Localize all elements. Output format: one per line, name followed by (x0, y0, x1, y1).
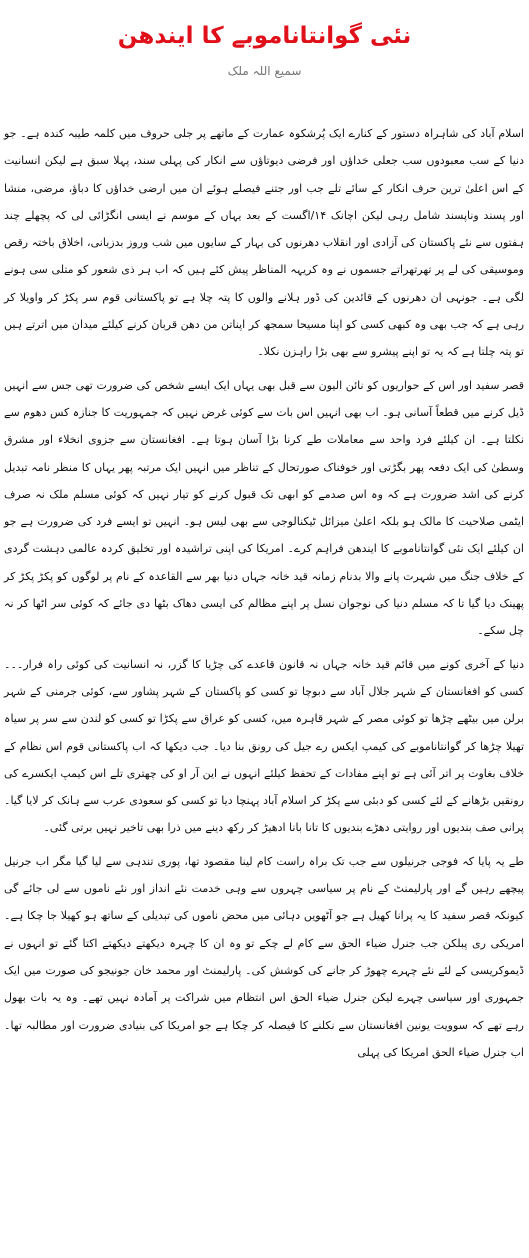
article-paragraph: قصر سفید اور اس کے حواریوں کو نائن الیون سے قبل بھی یہاں ایک ایسے شخص کی ضرورت تھی جس سے انہیں ڈیل کرنے میں قطعاً آسانی ہو۔ اب بھی انہیں اس بات سے کوئی غرض نہیں کہ جمہوریت کا جنازہ کس دھوم سے نکلتا ہے۔ ان کیلئے فرد واحد سے معاملات طے کرنا بڑا آسان ہوتا ہے۔ افغانستان سے جزوی انخلاء اور مشرق وسطیٰ کی ایک دفعہ پھر بگڑتی اور خوفناک صورتحال کے تناظر میں انہیں ایک مرتبہ پھر یہاں کا منظر نامہ تبدیل کرنے کی اشد ضرورت ہے کہ وہ اس صدمے کو ابھی تک قبول کرنے کو تیار نہیں کہ کوئی مسلم ملک نہ صرف ایٹمی صلاحیت کا مالک ہو بلکہ اعلیٰ میزائل ٹیکنالوجی سے بھی لیس ہو۔ انہیں تو ایسے فرد کی ضرورت ہے جو ان کیلئے ایک نئی گوانتاناموبے کا ایندھن فراہم کرے۔ امریکا کی اپنی تراشیدہ اور تخلیق کردہ عالمی دہشت گردی کے خلاف جنگ میں شہرت پانے والا بدنام زمانہ قید خانہ جہاں دنیا بھر سے القاعدہ کے نام پر لوگوں کو پکڑ پکڑ کر پھینک دیا گیا تا کہ مسلم دنیا کی نوجوان نسل پر اپنے مظالم کی ایسی دھاک بٹھا دی جائے کہ کوئی سر اٹھا کر نہ چل سکے۔ (4, 378, 524, 638)
author-name: سمیع اللہ ملک (227, 64, 302, 78)
article-title: نئی گوانتاناموبے کا ایندھن (117, 23, 412, 49)
article-body (4, 120, 524, 1072)
article-paragraph: دنیا کے آخری کونے میں قائم قید خانہ جہاں نہ قانون قاعدے کی چڑیا کا گزر، نہ انسانیت کی کوئی راہ فرار۔۔۔ کسی کو افغانستان کے شہر جلال آباد سے دبوچا تو کسی کو پاکستان کے شہر پشاور سے، کوئی جرمنی کے شہر برلن میں بیٹھے چڑھا تو کوئی مصر کے شہر قاہرہ میں، کسی کو عراق سے پکڑا تو کسی کو لندن سے سر پر سیاہ تھیلا چڑھا کر گوانتاناموبے کی کیمپ ایکس رے جیل کی رونق بنا دیا۔ جب دیکھا کہ اب پاکستانی قوم اس نظام کے خلاف بغاوت پر اتر آئی ہے تو اپنے مفادات کے تحفظ کیلئے انہوں نے این آر او کی چھتری تلے اس کیمپ ایکسرے کی رونقیں بڑھانے کے لئے کسی کو دبئی سے پکڑ کر اسلام آباد پہنچا دیا تو کسی کو سعودی عرب سے ہانک کر لایا گیا۔ پرانی صف بندیوں اور روایتی دھڑے بندیوں کا تانا بانا ادھیڑ کر رکھ دینے میں ذرا بھی تاخیر نہیں برتی گئی۔ (4, 657, 524, 835)
article-paragraph: طے یہ پایا کہ فوجی جرنیلوں سے جب تک براہ راست کام لینا مقصود تھا، پوری تندہی سے لیا گیا مگر اب جرنیل پیچھے رہیں گے اور پارلیمنٹ کے نام پر سیاسی چہروں سے وہی خدمت نئے انداز اور نئے ناموں سے لی جائے گی کیونکہ قصر سفید کا یہ پرانا کھیل ہے جو آٹھویں دہائی میں محض ناموں کی تبدیلی کے ساتھ ہو کھیلا جا چکا ہے۔ امریکی ری پبلکن جب جنرل ضیاء الحق سے کام لے چکے تو وہ ان کا چہرہ دیکھتے دیکھتے اکتا گئے تو انہوں نے ڈیموکریسی کے لئے نئے چہرے چھوڑ کر جانے کی کوشش کی۔ پارلیمنٹ اور محمد خان جونیجو کی صورت میں ایک جمہوری اور سیاسی چہرے لیکن جنرل ضیاء الحق اس انتظام میں شراکت پر آمادہ نہیں تھے۔ وہ یہ بات بھول رہے تھے کہ سوویت یونین افغانستان سے نکلنے کا فیصلہ کر چکا ہے جو امریکا کی بنیادی ضرورت اور مطالبہ تھا۔ اب جنرل ضیاء الحق امریکا کی پہلی (4, 854, 524, 1059)
article-paragraph: اسلام آباد کی شاہراہ دستور کے کنارے ایک پُرشکوہ عمارت کے ماتھے پر جلی حروف میں کلمہ طیبہ کندہ ہے۔ جو دنیا کے سب معبودوں سب جعلی خداؤں اور فرضی دیوتاؤں سے انکار کی پہلی سند، پہلا سبق ہے لیکن انسانیت کے اس اعلیٰ ترین حرف انکار کے سائے تلے جب اور جتنے فیصلے ہوئے ان میں ارضی خداؤں کا دباؤ، مرضی، منشا اور پسند وناپسند شامل رہی لیکن اچانک ۱۴/اگست کے بعد یہاں کے موسم نے ایسی انگڑائی لی کہ پچھلے چند ہفتوں سے نئے پاکستان کی آزادی اور انقلاب دھرنوں کی بہار کے سایوں میں شب وروز بدزبانی، اخلاق باختہ رقص وموسیقی کی لے پر تھرتھراتے جسموں نے وہ کریہہ المناظر پیش کئے ہیں کہ اب ہر ذی شعور کو متلی سی ہونے لگی ہے۔ جونہی ان دھرنوں کے قائدین کی ڈور ہلانے والوں کا پتہ چلا ہے تو پاکستانی قوم سر پکڑ کر واویلا کر رہی ہے کہ جب بھی وہ کبھی کسی کو اپنا مسیحا سمجھ کر اپناتن من دھن قربان کرنے کیلئے میدان میں اترتے ہیں تو پتہ چلتا ہے کہ یہ تو اپنے پیشرو سے بھی بڑا راہزن نکلا۔ (4, 127, 524, 359)
